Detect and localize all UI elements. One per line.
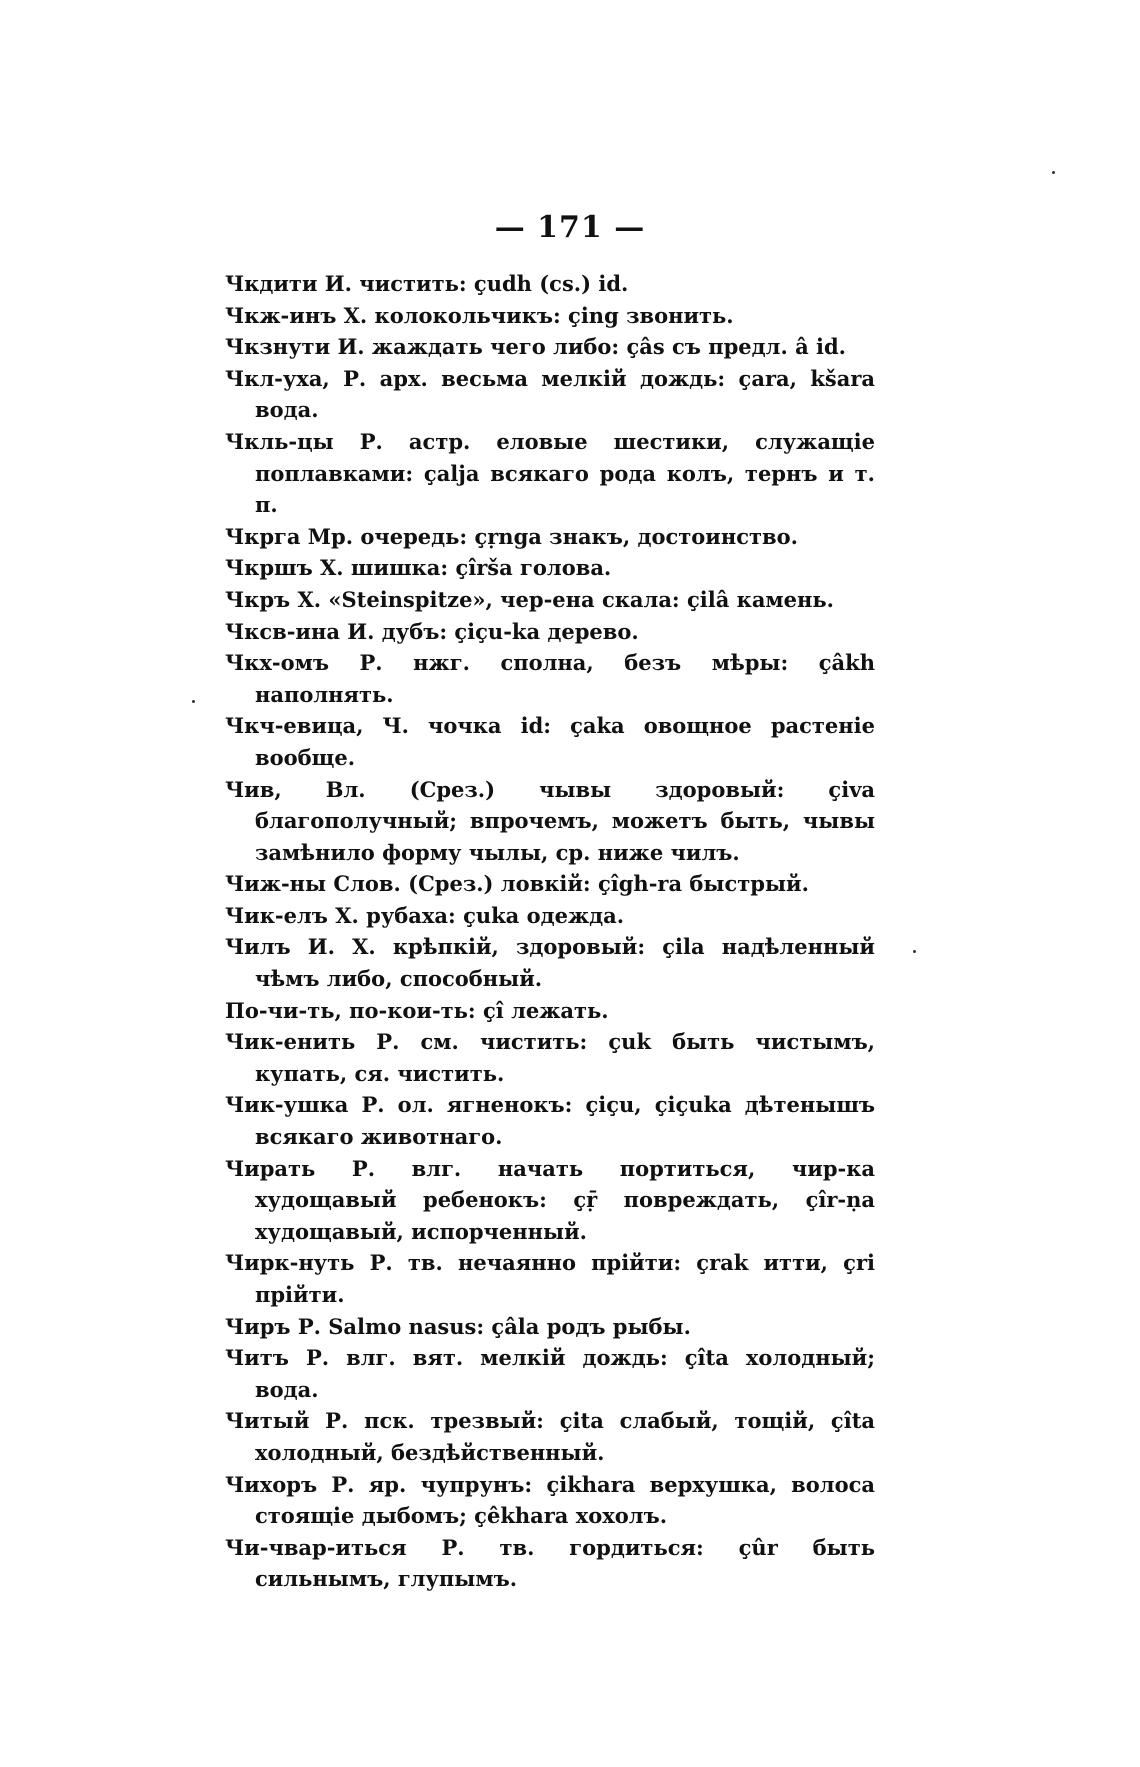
- dictionary-entry: Чкдити И. чистить: çudh (cs.) id.: [225, 271, 629, 296]
- page-number: — 171 —: [494, 210, 646, 245]
- dictionary-entry: Чиж-ны Слов. (Срез.) ловкій: çîgh-ra быстрый.: [225, 871, 809, 897]
- scan-speck: [192, 700, 195, 703]
- dictionary-entry: Чкл-уха, Р. арх. весьма мелкій дождь: çara, kšara вода.: [225, 365, 875, 423]
- dictionary-entry: Чихоръ Р. яр. чупрунъ: çikhara верхушка, волоса стоящіе дыбомъ; çêkhara хохолъ.: [225, 1471, 875, 1529]
- dictionary-entry: По-чи-ть, по-кои-ть: çî лежать.: [225, 997, 609, 1023]
- dictionary-entry: Чкх-омъ Р. нжг. сполна, безъ мѣры: çâkh наполнять.: [225, 650, 875, 707]
- dictionary-entry: Чик-елъ Х. рубаха: çuka одежда.: [225, 902, 625, 928]
- dictionary-entry: Чи-чвар-иться Р. тв. гордиться: çûr быть сильнымъ, глупымъ.: [225, 1534, 875, 1592]
- scan-speck: [1052, 171, 1055, 174]
- dictionary-entry: Чкзнути И. жаждать чего либо: çâs съ предл. â id.: [225, 334, 846, 360]
- dictionary-entry: Читый Р. пск. трезвый: çita слабый, тощій, çîta холодный, бездѣйственный.: [225, 1408, 875, 1465]
- dictionary-entry: Читъ Р. влг. вят. мелкій дождь: çîta холодный; вода.: [225, 1345, 875, 1402]
- dictionary-entry: Чилъ И. Х. крѣпкій, здоровый: çila надѣленный чѣмъ либо, способный.: [225, 934, 875, 992]
- dictionary-entries: [225, 268, 875, 1595]
- dictionary-entry: Чирать Р. влг. начать портиться, чир-ка худощавый ребенокъ: çṝ повреждать, çîr-ṇa худощавый, испорченный.: [225, 1155, 875, 1244]
- dictionary-entry: Чирк-нуть Р. тв. нечаянно прійти: çrak итти, çri прійти.: [225, 1250, 875, 1307]
- dictionary-entry: Чиръ Р. Salmo nasus: çâla родъ рыбы.: [225, 1313, 691, 1339]
- dictionary-entry: Чик-ушка Р. ол. ягненокъ: çiçu, çiçuka дѣтенышъ всякаго животнаго.: [225, 1092, 875, 1150]
- dictionary-entry: Чкж-инъ Х. колокольчикъ: çing звонить.: [225, 302, 734, 328]
- dictionary-entry: Чкрга Мр. очередь: çṛnga знакъ, достоинство.: [225, 523, 798, 549]
- scan-speck: [913, 950, 916, 953]
- dictionary-entry: Чкч-евица, Ч. чочка id: çaka овощное растеніе вообще.: [225, 713, 875, 770]
- dictionary-entry: Чкръ Х. «Steinspitze», чер-ена скала: çilâ камень.: [225, 586, 834, 612]
- dictionary-entry: Чик-енить Р. см. чистить: çuk быть чистымъ, купать, ся. чистить.: [225, 1029, 875, 1086]
- dictionary-entry: Чксв-ина И. дубъ: çiçu-ka дерево.: [225, 618, 639, 644]
- dictionary-entry: Чкль-цы Р. астр. еловые шестики, служащіе поплавками: çalja всякаго рода колъ, тернъ и т. п.: [225, 428, 875, 518]
- dictionary-entry: Чкршъ Х. шишка: çîrša голова.: [225, 555, 612, 581]
- dictionary-entry: Чив, Вл. (Срез.) чывы здоровый: çiva благополучный; впрочемъ, можетъ быть, чывы замѣнило форму чылы, ср. ниже чилъ.: [225, 776, 875, 865]
